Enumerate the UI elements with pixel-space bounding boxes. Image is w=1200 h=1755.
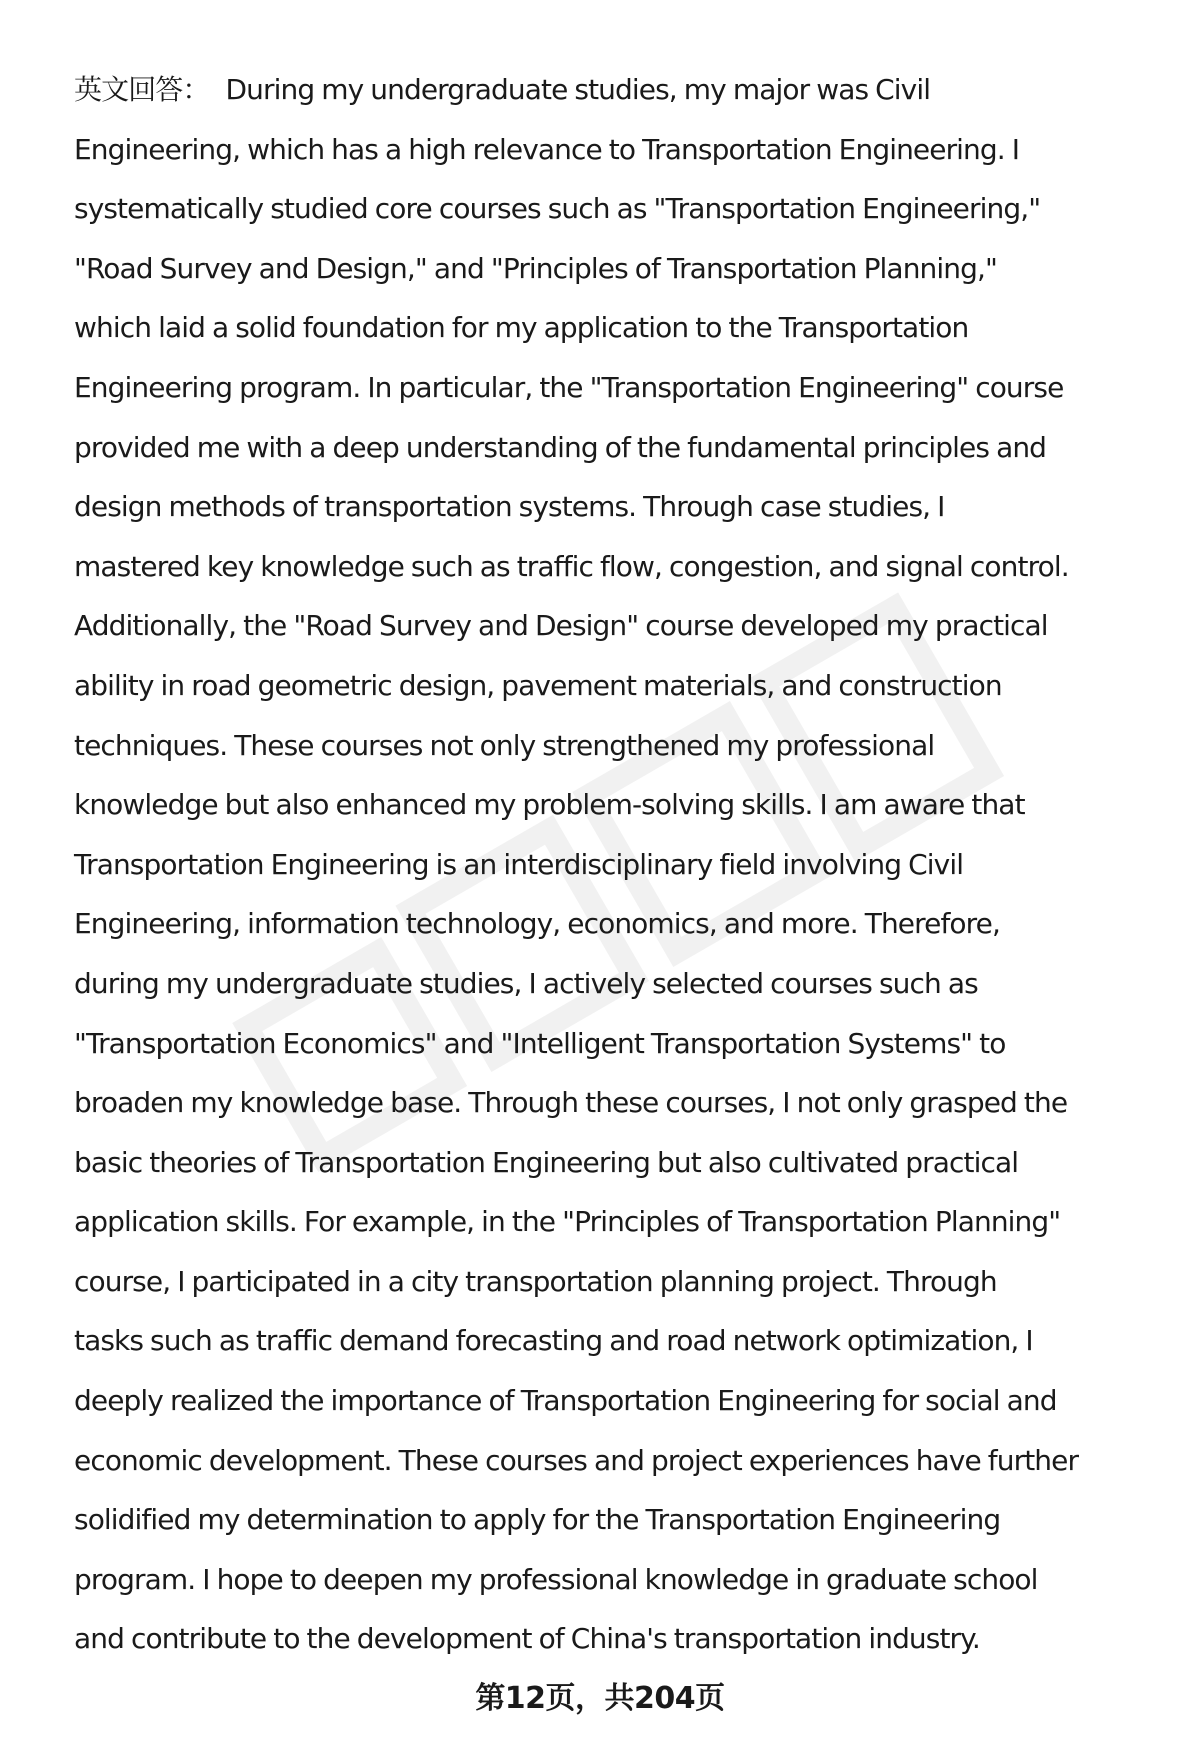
text-line: ability in road geometric design, pavement materials, and construction (74, 668, 1002, 702)
text-line: economic development. These courses and project experiences have further (74, 1443, 1079, 1477)
text-line: application skills. For example, in the "Principles of Transportation Planning" (74, 1205, 1061, 1239)
text-line: deeply realized the importance of Transportation Engineering for social and (74, 1384, 1057, 1418)
text-line: and contribute to the development of China's transportation industry. (74, 1622, 980, 1656)
text-line: Engineering, which has a high relevance to Transportation Engineering. I (74, 132, 1020, 166)
text-line: provided me with a deep understanding of the fundamental principles and (74, 430, 1047, 464)
text-line: course, I participated in a city transportation planning project. Through (74, 1264, 997, 1298)
text-line: solidified my determination to apply for the Transportation Engineering (74, 1503, 1001, 1537)
page-indicator: 第12页，共204页 (475, 1681, 725, 1716)
text-line: knowledge but also enhanced my problem-solving skills. I am aware that (74, 788, 1025, 822)
text-line: program. I hope to deepen my professional knowledge in graduate school (74, 1562, 1038, 1596)
answer-label: 英文回答： (74, 73, 210, 106)
text-line: Additionally, the "Road Survey and Design" course developed my practical (74, 609, 1048, 643)
text-line: Engineering, information technology, economics, and more. Therefore, (74, 907, 1000, 941)
text-line: Engineering program. In particular, the "Transportation Engineering" course (74, 370, 1064, 404)
text-line: "Transportation Economics" and "Intelligent Transportation Systems" to (74, 1026, 1006, 1060)
text-line: Transportation Engineering is an interdisciplinary field involving Civil (74, 847, 964, 881)
text-line: during my undergraduate studies, I actively selected courses such as (74, 966, 978, 1000)
text-line: techniques. These courses not only strengthened my professional (74, 728, 935, 762)
text-line: tasks such as traffic demand forecasting and road network optimization, I (74, 1324, 1033, 1358)
text-line: broaden my knowledge base. Through these courses, I not only grasped the (74, 1086, 1068, 1120)
answer-paragraph (74, 60, 1154, 1669)
text-line: systematically studied core courses such as "Transportation Engineering," (74, 192, 1041, 226)
text-line: which laid a solid foundation for my application to the Transportation (74, 311, 969, 345)
text-line: basic theories of Transportation Engineering but also cultivated practical (74, 1145, 1019, 1179)
text-line: design methods of transportation systems. Through case studies, I (74, 490, 945, 524)
text-line: During my undergraduate studies, my major was Civil (225, 73, 931, 106)
text-line: mastered key knowledge such as traffic flow, congestion, and signal control. (74, 549, 1069, 583)
text-line: "Road Survey and Design," and "Principles of Transportation Planning," (74, 251, 997, 285)
